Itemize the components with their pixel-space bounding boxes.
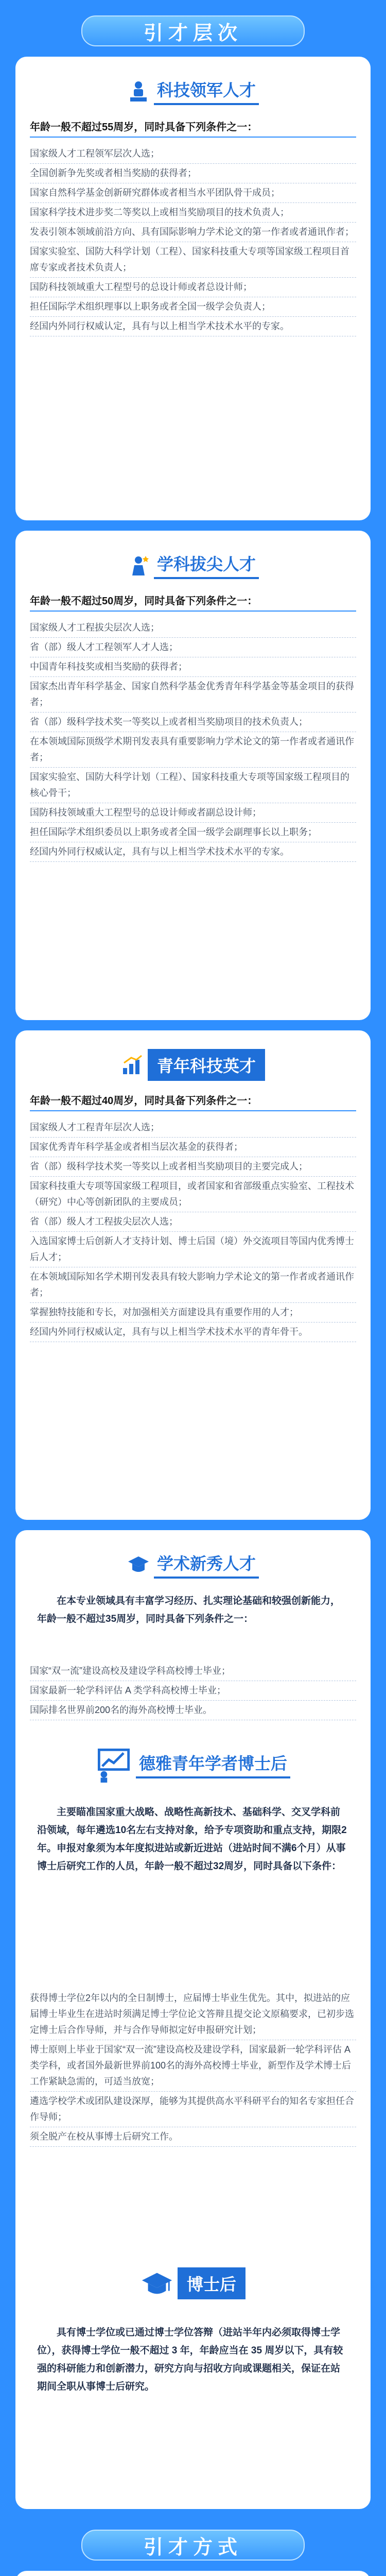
criteria-list	[30, 1989, 356, 2147]
list-item: 国家实验室、国防大科学计划（工程）、国家科技重大专项等国家级工程项目首席专家或者技术负责人；	[30, 242, 356, 278]
section-title-text: 博士后	[178, 2267, 245, 2299]
section-title-leading	[15, 77, 371, 105]
criteria-list	[30, 144, 356, 336]
list-item: 掌握独特技能和专长，对加强相关方面建设具有重要作用的人才；	[30, 1303, 356, 1323]
list-item: 入选国家博士后创新人才支持计划、博士后国（境）外交流项目等国内优秀博士后人才；	[30, 1232, 356, 1267]
list-item: 国家优秀青年科学基金或者相当层次基金的获得者；	[30, 1138, 356, 1157]
header-title-methods: 引才方式	[81, 2530, 305, 2561]
section-title-text: 科技领军人才	[154, 77, 259, 105]
scholar-icon	[127, 1553, 150, 1576]
section-header-levels	[0, 10, 386, 52]
section-title-text: 德雅青年学者博士后	[136, 1751, 290, 1778]
list-item: 担任国际学术组织委员以上职务或者全国一级学会副理事长以上职务；	[30, 823, 356, 842]
list-item: 须全脱产在校从事博士后研究工作。	[30, 2127, 356, 2147]
list-item: 发表引领本领域前沿方向、具有国际影响力学术论文的第一作者或者通讯作者；	[30, 223, 356, 242]
list-item: 国家“双一流”建设高校及建设学科高校博士毕业；	[30, 1662, 356, 1681]
card-top-discipline	[15, 531, 371, 1020]
section-title-text: 学术新秀人才	[154, 1551, 259, 1579]
list-item: 国际排名世界前200名的海外高校博士毕业。	[30, 1701, 356, 1720]
section-title-deya	[15, 1747, 371, 1783]
list-item: 省（部）级人才工程拔尖层次人选；	[30, 1212, 356, 1232]
card-leading-talent	[15, 57, 371, 520]
criteria-list	[30, 1662, 356, 1720]
person-star-icon	[127, 554, 150, 577]
rising-arrow-icon	[121, 1054, 144, 1076]
deya-intro: 主要瞄准国家重大战略、战略性高新技术、基础科学、交叉学科前沿领域，每年遴选10名左右支持对象，给予专项资助和重点支持，期限2年。申报对象须为本年度拟进站或新近进站（进站时间不满6个月）从事博士后研究工作的人员，年龄一般不超过32周岁，同时具备以下条件：	[37, 1807, 347, 1872]
card-new-scholars	[15, 1530, 371, 2509]
list-item: 国家级人才工程拔尖层次人选；	[30, 618, 356, 638]
person-podium-icon	[127, 80, 150, 103]
list-item: 国家级人才工程青年层次人选；	[30, 1118, 356, 1138]
scholar-intro: 在本专业领域具有丰富学习经历、扎实理论基础和较强创新能力，年龄一般不超过35周岁，同时具备下列条件之一：	[37, 1596, 341, 1624]
postdoc-intro: 具有博士学位或已通过博士学位答辩（进站半年内必须取得博士学位），获得博士学位一般不超过 3 年，年龄应当在 35 周岁以下，具有较强的科研能力和创新潜力，研究方向与招收方向或课题相关，保证在站期间全职从事博士后研究。	[37, 2327, 343, 2392]
criteria-list	[30, 1118, 356, 1342]
section-title-text: 青年科技英才	[148, 1049, 265, 1081]
requirement-text: 年龄一般不超过55周岁，同时具备下列条件之一：	[30, 118, 356, 138]
list-item: 国家科技重大专项等国家级工程项目，或者国家和省部级重点实验室、工程技术（研究）中心等创新团队的主要成员；	[30, 1177, 356, 1212]
section-title-discipline	[15, 551, 371, 579]
list-item: 中国青年科技奖或相当奖励的获得者；	[30, 657, 356, 677]
list-item: 国家杰出青年科学基金、国家自然科学基金优秀青年科学基金等基金项目的获得者；	[30, 677, 356, 713]
list-item: 国家最新一轮学科评估 A 类学科高校博士毕业；	[30, 1681, 356, 1701]
list-item: 国防科技领域重大工程型号的总设计师或者总设计师；	[30, 278, 356, 297]
requirement-text: 年龄一般不超过50周岁，同时具备下列条件之一：	[30, 592, 356, 612]
list-item: 国家级人才工程领军层次人选；	[30, 144, 356, 164]
requirement-text: 年龄一般不超过40周岁，同时具备下列条件之一：	[30, 1092, 356, 1111]
presentation-board-icon	[96, 1747, 132, 1783]
list-item: 经国内外同行权威认定，具有与以上相当学术技术水平的青年骨干。	[30, 1323, 356, 1342]
criteria-list	[30, 618, 356, 862]
list-item: 国家自然科学基金创新研究群体或者相当水平团队骨干成员；	[30, 183, 356, 203]
list-item: 省（部）级科学技术奖一等奖以上或者相当奖励项目的主要完成人；	[30, 1157, 356, 1177]
list-item: 经国内外同行权威认定，具有与以上相当学术技术水平的专家。	[30, 317, 356, 336]
list-item: 国家实验室、国防大科学计划（工程）、国家科技重大专项等国家级工程项目的核心骨干；	[30, 768, 356, 803]
list-item: 国防科技领域重大工程型号的总设计师或者副总设计师；	[30, 803, 356, 823]
section-title-scholar	[15, 1551, 371, 1579]
card-young-talent	[15, 1030, 371, 1520]
section-header-methods	[0, 2524, 386, 2566]
list-item: 担任国际学术组织理事以上职务或者全国一级学会负责人；	[30, 297, 356, 317]
list-item: 在本领域国际知名学术期刊发表具有较大影响力学术论文的第一作者或者通讯作者；	[30, 1267, 356, 1303]
list-item: 省（部）级人才工程领军人才人选；	[30, 638, 356, 657]
card-methods	[15, 2571, 371, 2576]
section-title-text: 学科拔尖人才	[154, 551, 259, 579]
section-title-young	[15, 1049, 371, 1081]
list-item: 经国内外同行权威认定，具有与以上相当学术技术水平的专家。	[30, 842, 356, 862]
list-item: 国家科学技术进步奖二等奖以上或相当奖励项目的技术负责人；	[30, 203, 356, 223]
list-item: 省（部）级科学技术奖一等奖以上或者相当奖励项目的技术负责人；	[30, 713, 356, 732]
list-item: 博士原则上毕业于国家“双一流”建设高校及建设学科，国家最新一轮学科评估 A 类学科，或者国外最新世界前100名的海外高校博士毕业，新型作及学术博士后工作紧缺急需的，可适当放宽；	[30, 2040, 356, 2092]
header-title-levels: 引才层次	[81, 15, 305, 46]
list-item: 全国创新争先奖或者相当奖励的获得者；	[30, 164, 356, 183]
doctor-cap-icon	[141, 2267, 173, 2300]
list-item: 遴选学校学术或团队建设深厚，能够为其提供高水平科研平台的知名专家担任合作导师；	[30, 2092, 356, 2127]
list-item: 获得博士学位2年以内的全日制博士，应届博士毕业生优先。其中，拟进站的应届博士毕业生在进站时须满足博士学位论文答辩且提交论文原稿要求，已初步选定博士后合作导师，并与合作导师拟定好申报研究计划；	[30, 1989, 356, 2040]
list-item: 在本领域国际顶级学术期刊发表具有重要影响力学术论文的第一作者或者通讯作者；	[30, 732, 356, 768]
section-title-postdoc	[15, 2267, 371, 2300]
